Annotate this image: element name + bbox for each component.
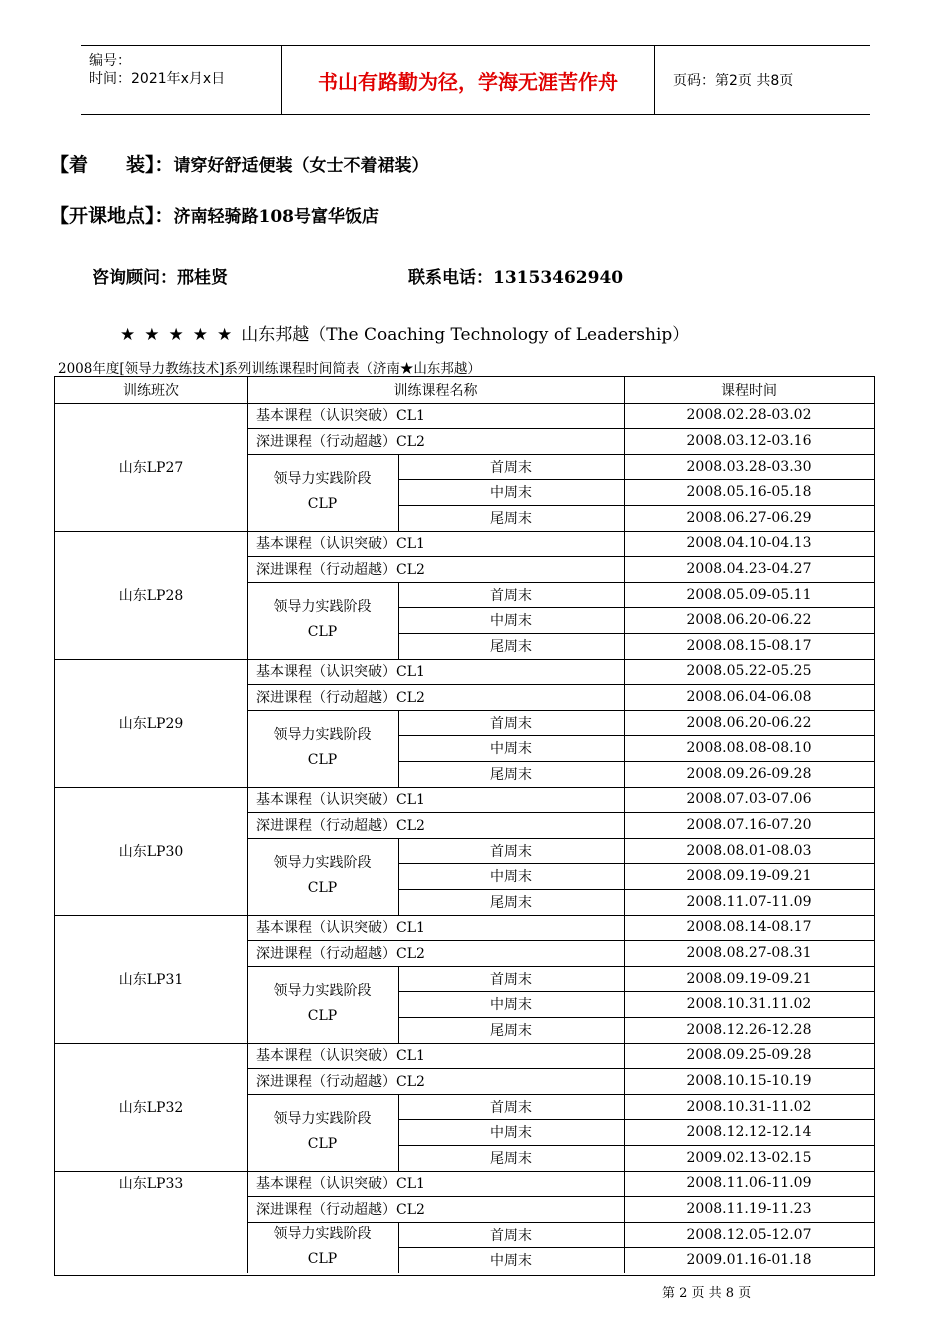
course-date: 2008.06.04-06.08 xyxy=(686,688,812,705)
dress-value: 请穿好舒适便装（女士不着裙装） xyxy=(173,156,429,176)
clp-stage xyxy=(247,966,398,1043)
course-date: 2008.07.03-07.06 xyxy=(686,791,812,808)
grid-line xyxy=(624,787,625,915)
column-header: 训练课程名称 xyxy=(393,382,478,399)
phone: 联系电话：13153462940 xyxy=(408,268,624,288)
clp-stage xyxy=(247,582,398,659)
course-date: 2008.09.25-09.28 xyxy=(686,1047,812,1064)
class-name: 山东LP33 xyxy=(118,1176,184,1193)
weekend-name: 尾周末 xyxy=(490,1150,532,1167)
course-date: 2008.07.16-07.20 xyxy=(686,816,812,833)
page-footer: 第 2 页 共 8 页 xyxy=(662,1286,752,1301)
weekend-name: 首周末 xyxy=(490,459,532,476)
star-rating xyxy=(120,325,241,345)
course-date: 2008.12.26-12.28 xyxy=(686,1021,812,1038)
weekend-name: 尾周末 xyxy=(490,510,532,527)
class-name: 山东LP29 xyxy=(118,715,184,732)
course-date: 2008.03.28-03.30 xyxy=(686,458,812,475)
weekend-name: 中周末 xyxy=(490,485,532,502)
weekend-name: 首周末 xyxy=(490,971,532,988)
course-name: 基本课程（认识突破）CL1 xyxy=(256,408,425,425)
star-icon: ★ xyxy=(144,325,160,345)
weekend-name: 首周末 xyxy=(490,587,532,604)
grid-line xyxy=(624,403,625,531)
weekend-name: 尾周末 xyxy=(490,1022,532,1039)
weekend-name: 中周末 xyxy=(490,1253,532,1270)
class-name: 山东LP30 xyxy=(118,843,184,860)
course-date: 2008.11.06-11.09 xyxy=(686,1175,812,1192)
course-date: 2008.10.31-11.02 xyxy=(686,1098,812,1115)
class-name: 山东LP31 xyxy=(118,971,184,988)
course-date: 2008.05.09-05.11 xyxy=(686,586,812,603)
schedule-table xyxy=(54,376,875,1276)
course-name: 基本课程（认识突破）CL1 xyxy=(256,920,425,937)
weekend-name: 尾周末 xyxy=(490,638,532,655)
course-date: 2008.04.23-04.27 xyxy=(686,560,812,577)
location-value: 济南轻骑路108号富华饭店 xyxy=(173,207,380,227)
course-date: 2008.10.31.11.02 xyxy=(686,996,812,1013)
clp-label: 领导力实践阶段 xyxy=(273,727,372,744)
class-name: 山东LP28 xyxy=(118,587,184,604)
clp-code: CLP xyxy=(307,624,338,641)
clp-stage xyxy=(247,710,398,787)
course-date: 2008.02.28-03.02 xyxy=(686,407,812,424)
clp-label: 领导力实践阶段 xyxy=(273,1111,372,1128)
clp-label: 领导力实践阶段 xyxy=(273,983,372,1000)
course-name: 深进课程（行动超越）CL2 xyxy=(256,1201,425,1218)
course-date: 2008.09.19-09.21 xyxy=(686,970,812,987)
weekend-name: 首周末 xyxy=(490,1227,532,1244)
page-info-text: 页码：第2页 共8页 xyxy=(673,73,794,89)
grid-line xyxy=(624,531,625,659)
course-date: 2008.04.10-04.13 xyxy=(686,535,812,552)
course-date: 2008.06.20-06.22 xyxy=(686,714,812,731)
weekend-name: 尾周末 xyxy=(490,766,532,783)
banner xyxy=(120,320,689,345)
course-name: 深进课程（行动超越）CL2 xyxy=(256,561,425,578)
grid-line xyxy=(624,1043,625,1171)
course-date: 2008.08.14-08.17 xyxy=(686,919,812,936)
star-icon: ★ xyxy=(120,325,136,345)
grid-line xyxy=(624,377,625,403)
clp-label: 领导力实践阶段 xyxy=(273,599,372,616)
course-date: 2008.05.22-05.25 xyxy=(686,663,812,680)
header-meta xyxy=(81,46,282,114)
clp-code: CLP xyxy=(307,496,338,513)
course-name: 基本课程（认识突破）CL1 xyxy=(256,1176,425,1193)
course-name: 深进课程（行动超越）CL2 xyxy=(256,945,425,962)
class-name: 山东LP27 xyxy=(118,459,184,476)
course-date: 2009.02.13-02.15 xyxy=(686,1149,812,1166)
time-label: 时间：2021年x月x日 xyxy=(89,71,226,87)
clp-label: 领导力实践阶段 xyxy=(273,471,372,488)
course-name: 深进课程（行动超越）CL2 xyxy=(256,1073,425,1090)
course-date: 2008.08.01-08.03 xyxy=(686,842,812,859)
weekend-name: 尾周末 xyxy=(490,894,532,911)
banner-text: 山东邦越（The Coaching Technology of Leadership） xyxy=(241,325,690,345)
course-date: 2008.11.19-11.23 xyxy=(686,1200,812,1217)
clp-code: CLP xyxy=(307,752,338,769)
weekend-name: 首周末 xyxy=(490,715,532,732)
clp-code: CLP xyxy=(307,1251,338,1268)
course-name: 深进课程（行动超越）CL2 xyxy=(256,689,425,706)
grid-line xyxy=(624,1171,625,1273)
grid-line xyxy=(247,377,248,403)
dress-label: 【着 装】： xyxy=(50,154,174,176)
course-date: 2008.09.26-09.28 xyxy=(686,765,812,782)
course-date: 2008.11.07-11.09 xyxy=(686,893,812,910)
course-date: 2008.08.27-08.31 xyxy=(686,944,812,961)
header-motto: 书山有路勤为径，学海无涯苦作舟 xyxy=(282,46,655,114)
clp-stage xyxy=(247,1222,398,1273)
consultant: 咨询顾问：邢桂贤 xyxy=(92,268,228,288)
course-date: 2008.06.20-06.22 xyxy=(686,612,812,629)
course-date: 2008.10.15-10.19 xyxy=(686,1072,812,1089)
location-label: 【开课地点】： xyxy=(50,205,174,227)
course-date: 2008.03.12-03.16 xyxy=(686,432,812,449)
star-icon: ★ xyxy=(192,325,208,345)
clp-label: 领导力实践阶段 xyxy=(273,1226,372,1243)
course-date: 2008.08.15-08.17 xyxy=(686,637,812,654)
number-label: 编号： xyxy=(89,53,131,69)
weekend-name: 中周末 xyxy=(490,741,532,758)
clp-stage xyxy=(247,1094,398,1171)
course-name: 深进课程（行动超越）CL2 xyxy=(256,817,425,834)
course-name: 基本课程（认识突破）CL1 xyxy=(256,1048,425,1065)
course-date: 2008.12.12-12.14 xyxy=(686,1124,812,1141)
star-icon: ★ xyxy=(168,325,184,345)
grid-line xyxy=(624,915,625,1043)
header-page-info xyxy=(665,46,870,114)
course-date: 2008.06.27-06.29 xyxy=(686,509,812,526)
clp-code: CLP xyxy=(307,880,338,897)
class-name: 山东LP32 xyxy=(118,1099,184,1116)
clp-stage xyxy=(247,838,398,915)
clp-code: CLP xyxy=(307,1136,338,1153)
weekend-name: 中周末 xyxy=(490,997,532,1014)
course-name: 基本课程（认识突破）CL1 xyxy=(256,536,425,553)
dress-line xyxy=(50,150,429,177)
clp-label: 领导力实践阶段 xyxy=(273,855,372,872)
course-date: 2008.12.05-12.07 xyxy=(686,1226,812,1243)
clp-code: CLP xyxy=(307,1008,338,1025)
location-line xyxy=(50,201,379,228)
course-name: 基本课程（认识突破）CL1 xyxy=(256,664,425,681)
weekend-name: 中周末 xyxy=(490,869,532,886)
weekend-name: 中周末 xyxy=(490,613,532,630)
course-date: 2008.05.16-05.18 xyxy=(686,484,812,501)
grid-line xyxy=(624,659,625,787)
column-header: 训练班次 xyxy=(123,382,179,399)
column-header: 课程时间 xyxy=(721,382,777,399)
table-caption: 2008年度[领导力教练技术]系列训练课程时间简表（济南★山东邦越） xyxy=(58,361,481,377)
course-name: 基本课程（认识突破）CL1 xyxy=(256,792,425,809)
star-icon: ★ xyxy=(217,325,233,345)
weekend-name: 中周末 xyxy=(490,1125,532,1142)
page-header xyxy=(81,45,870,115)
course-date: 2009.01.16-01.18 xyxy=(686,1252,812,1269)
clp-stage xyxy=(247,454,398,531)
course-date: 2008.08.08-08.10 xyxy=(686,740,812,757)
course-name: 深进课程（行动超越）CL2 xyxy=(256,433,425,450)
course-date: 2008.09.19-09.21 xyxy=(686,868,812,885)
weekend-name: 首周末 xyxy=(490,1099,532,1116)
weekend-name: 首周末 xyxy=(490,843,532,860)
